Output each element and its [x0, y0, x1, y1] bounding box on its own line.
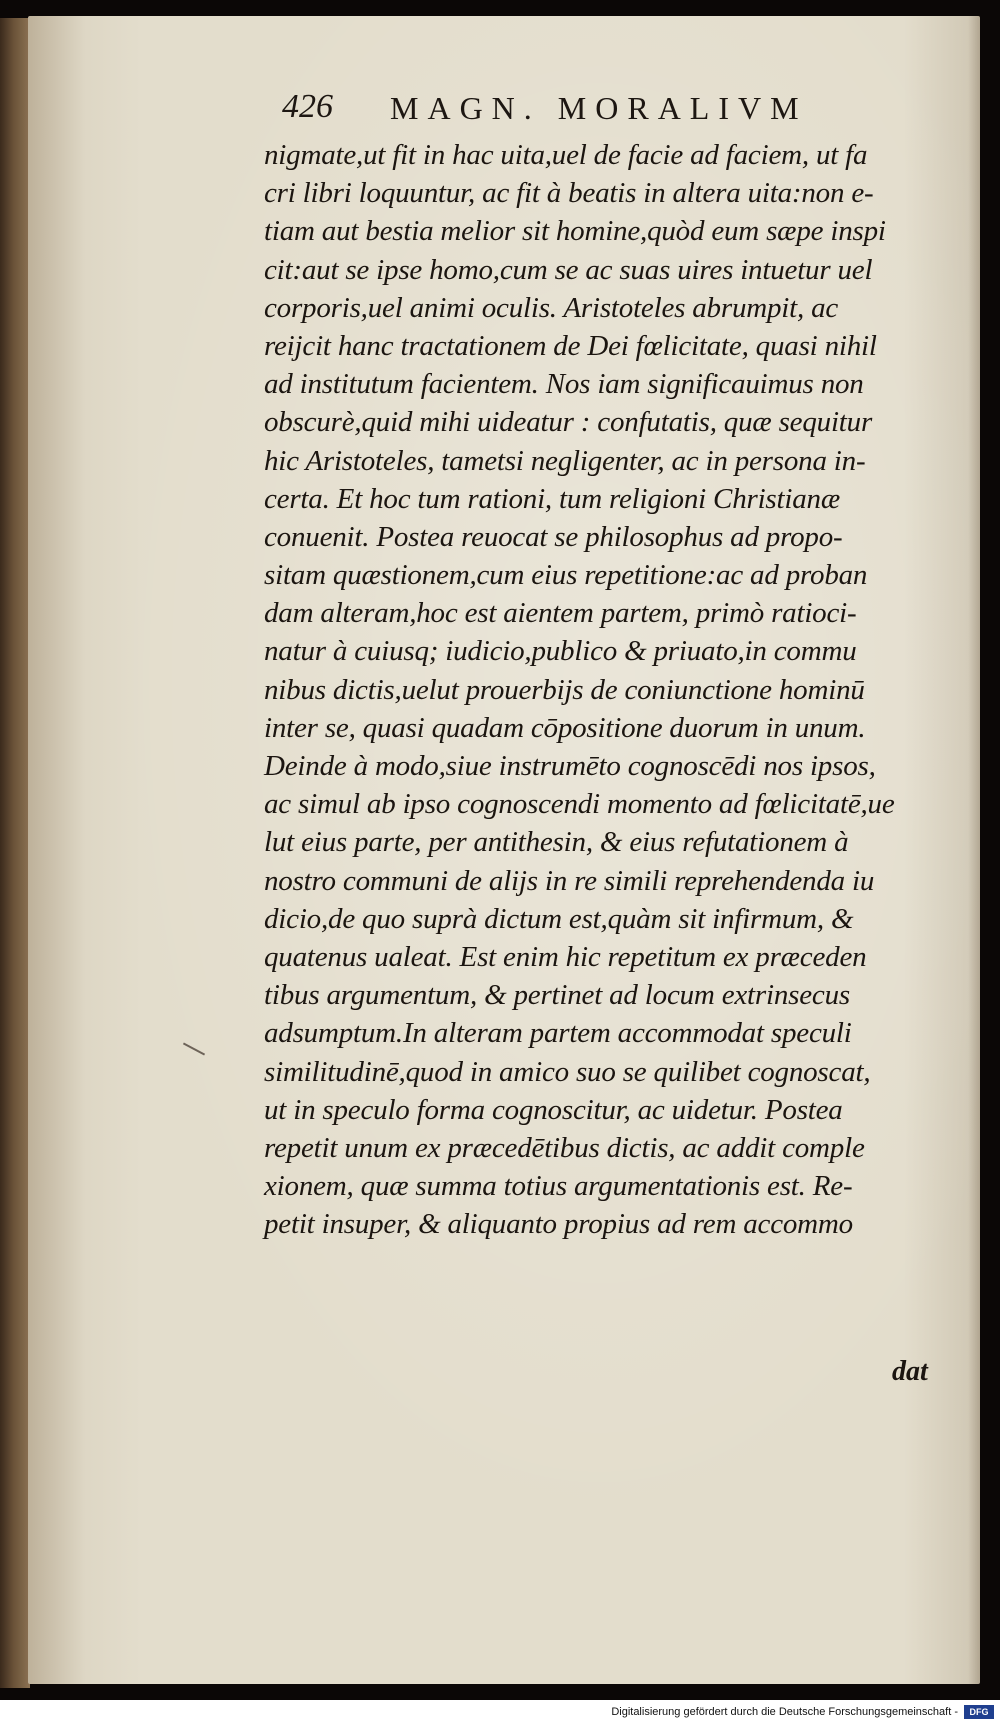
- page-number: 426: [282, 88, 333, 125]
- text-line: Deinde à modo,siue instrumēto cognoscēdi nos ipsos,: [264, 750, 876, 782]
- text-line: ac simul ab ipso cognoscendi momento ad fœlicitatē,ue: [264, 788, 895, 821]
- text-line: quatenus ualeat. Est enim hic repetitum ex præceden: [264, 940, 867, 973]
- text-line: cit:aut se ipse homo,cum se ac suas uires intuetur uel: [264, 253, 873, 286]
- text-line: conuenit. Postea reuocat se philosophus ad propo-: [264, 520, 843, 553]
- text-line: nigmate,ut fit in hac uita,uel de facie ad faciem, ut fa: [264, 139, 868, 171]
- text-line: nostro communi de alijs in re simili reprehendenda iu: [264, 864, 875, 897]
- dfg-logo-icon: DFG: [964, 1705, 994, 1719]
- text-line: tibus argumentum, & pertinet ad locum extrinsecus: [264, 979, 850, 1012]
- book-spine: [0, 18, 30, 1688]
- text-line: ut in speculo forma cognoscitur, ac uidetur. Postea: [264, 1093, 843, 1126]
- text-line: xionem, quæ summa totius argumentationis est. Re-: [264, 1170, 853, 1203]
- text-line: cri libri loquuntur, ac fit à beatis in altera uita:non e-: [264, 177, 874, 210]
- text-line: sitam quæstionem,cum eius repetitione:ac ad proban: [264, 559, 868, 592]
- page-header: [282, 88, 922, 128]
- text-line: nibus dictis,uelut prouerbijs de coniunctione hominū: [264, 673, 865, 706]
- text-line: hic Aristoteles, tametsi negligenter, ac in persona in-: [264, 444, 866, 477]
- text-line: lut eius parte, per antithesin, & eius refutationem à: [264, 826, 849, 859]
- body-text: [264, 136, 954, 1243]
- text-line: obscurè,quid mihi uideatur : confutatis, quæ sequitur: [264, 406, 873, 439]
- text-line: ad institutum facientem. Nos iam significauimus non: [264, 368, 864, 401]
- text-line: inter se, quasi quadam cōpositione duorum in unum.: [264, 711, 866, 744]
- text-line: petit insuper, & aliquanto propius ad rem accommo: [264, 1208, 853, 1241]
- text-line: similitudinē,quod in amico suo se quilibet cognoscat,: [264, 1055, 871, 1088]
- text-line: dam alteram,hoc est aientem partem, primò ratioci-: [264, 597, 857, 630]
- text-line: corporis,uel animi oculis. Aristoteles abrumpit, ac: [264, 291, 839, 324]
- text-line: tiam aut bestia melior sit homine,quòd eum sæpe inspi: [264, 215, 886, 248]
- text-line: dicio,de quo suprà dictum est,quàm sit infirmum, &: [264, 902, 854, 935]
- text-line: natur à cuiusq; iudicio,publico & priuato,in commu: [264, 635, 857, 668]
- text-line: repetit unum ex præcedētibus dictis, ac addit comple: [264, 1131, 865, 1164]
- text-line: reijcit hanc tractationem de Dei fœlicitate, quasi nihil: [264, 329, 877, 362]
- text-line: certa. Et hoc tum rationi, tum religioni Christianæ: [264, 482, 840, 515]
- funding-credit-bar: [0, 1700, 1000, 1725]
- catchword: dat: [892, 1356, 928, 1387]
- text-line: adsumptum.In alteram partem accommodat speculi: [264, 1017, 852, 1050]
- running-head: MAGN. MORALIVM: [390, 90, 808, 126]
- page-edge-shadow: [968, 16, 980, 1684]
- funding-credit-text: Digitalisierung gefördert durch die Deutsche Forschungsgemeinschaft -: [611, 1706, 958, 1718]
